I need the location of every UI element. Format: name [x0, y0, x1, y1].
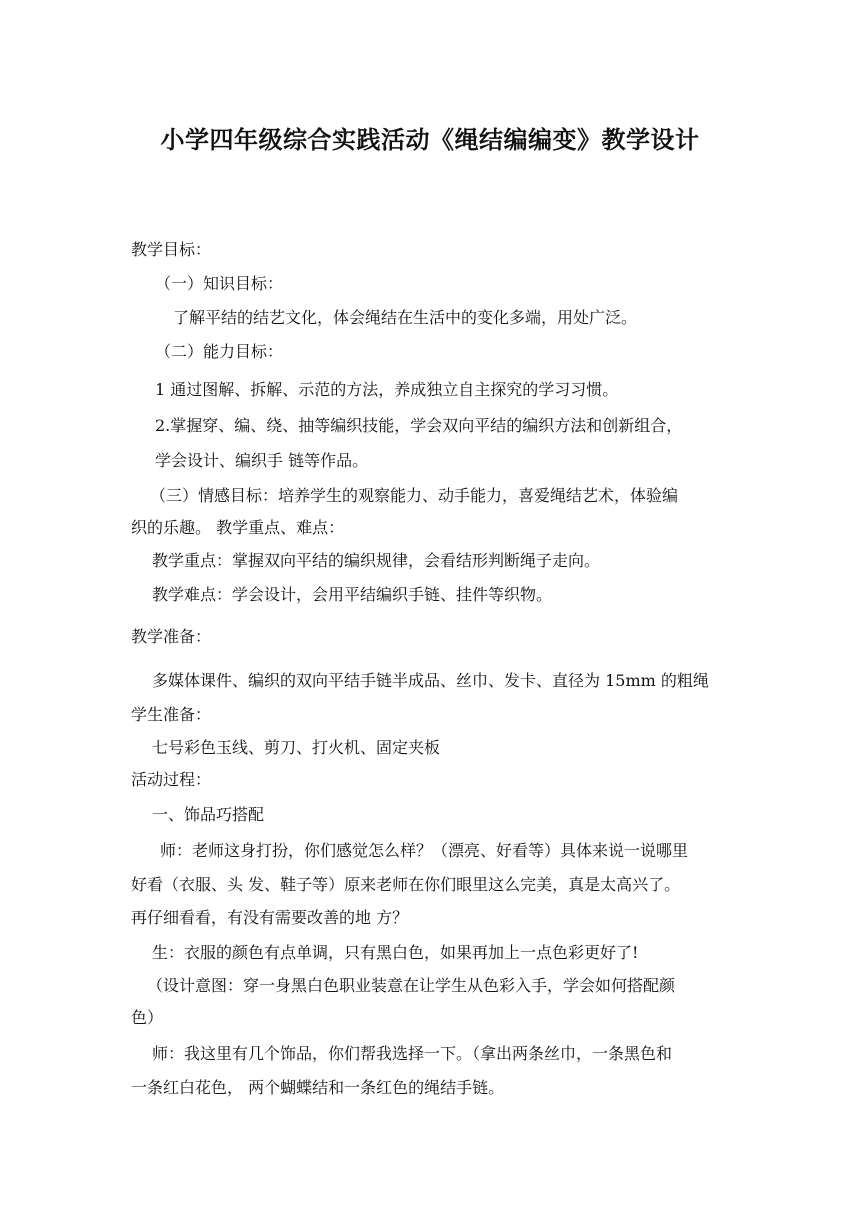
paragraph-line: 七号彩色玉线、剪刀、打火机、固定夹板	[152, 738, 441, 757]
paragraph-line: 1 通过图解、拆解、示范的方法，养成独立自主探究的学习习惯。	[155, 380, 619, 399]
document-title: 小学四年级综合实践活动《绳结编编变》教学设计	[160, 125, 700, 154]
paragraph-line: 一条红白花色， 两个蝴蝶结和一条红色的绳结手链。	[131, 1078, 505, 1097]
paragraph-line: （三）情感目标：培养学生的观察能力、动手能力，喜爱绳结艺术，体验编	[150, 486, 679, 505]
paragraph-line: 师：我这里有几个饰品，你们帮我选择一下。（拿出两条丝巾，一条黑色和	[152, 1044, 673, 1063]
paragraph-line: 色）	[131, 1008, 164, 1027]
section-heading-teaching-goals: 教学目标：	[131, 240, 212, 259]
paragraph-line: 教学难点：学会设计，会用平结编织手链、挂件等织物。	[152, 585, 553, 604]
paragraph-line: 多媒体课件、编织的双向平结手链半成品、丝巾、发卡、直径为 15mm 的粗绳	[152, 671, 709, 690]
paragraph-line: 教学重点：掌握双向平结的编织规律，会看结形判断绳子走向。	[152, 551, 601, 570]
subheading-accessory-matching: 一、饰品巧搭配	[152, 805, 265, 824]
paragraph-line: 再仔细看看，有没有需要改善的地 方？	[131, 908, 409, 927]
paragraph-line: 了解平结的结艺文化，体会绳结在生活中的变化多端，用处广泛。	[173, 308, 638, 327]
paragraph-line: 织的乐趣。 教学重点、难点：	[131, 518, 345, 537]
paragraph-line: 2.掌握穿、编、绕、抽等编织技能，学会双向平结的编织方法和创新组合，	[155, 416, 683, 435]
subheading-ability-goal: （二）能力目标：	[155, 342, 284, 361]
paragraph-line: 学会设计、编织手 链等作品。	[155, 451, 369, 470]
subheading-knowledge-goal: （一）知识目标：	[155, 274, 284, 293]
paragraph-line: （设计意图：穿一身黑白色职业装意在让学生从色彩入手，学会如何搭配颜	[147, 976, 676, 995]
paragraph-line: 好看（衣服、头 发、鞋子等）原来老师在你们眼里这么完美，真是太高兴了。	[131, 875, 681, 894]
paragraph-line: 师：老师这身打扮，你们感觉怎么样？（漂亮、好看等）具体来说一说哪里	[160, 841, 689, 860]
paragraph-line: 生：衣服的颜色有点单调，只有黑白色，如果再加上一点色彩更好了!	[152, 943, 639, 962]
section-heading-activity-process: 活动过程：	[131, 770, 212, 789]
section-heading-preparation: 教学准备：	[131, 627, 212, 646]
section-heading-student-preparation: 学生准备：	[131, 705, 212, 724]
